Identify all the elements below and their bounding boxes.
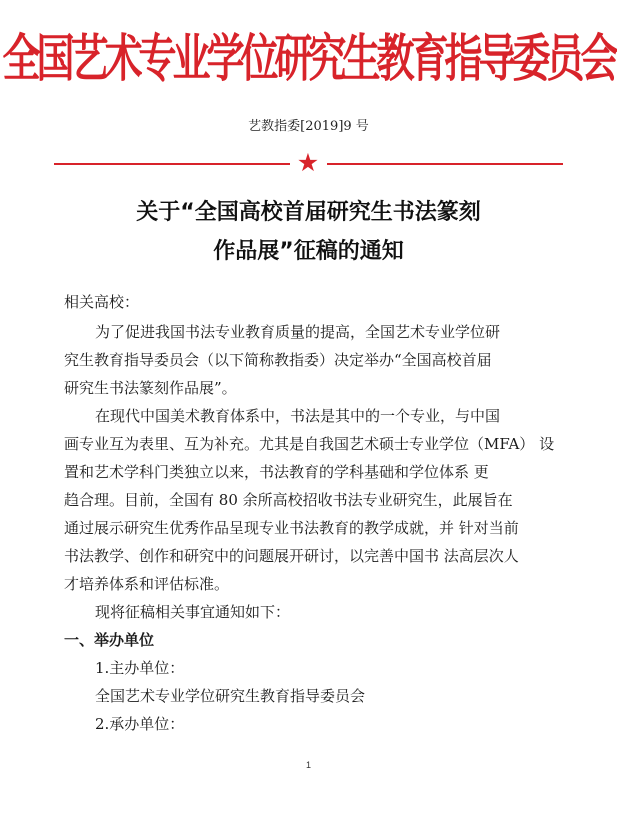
paragraph-2-line-3: 置和艺术学科门类独立以来，书法教育的学科基础和学位体系 更 (64, 463, 489, 481)
item-1-value: 全国艺术专业学位研究生教育指导委员会 (95, 687, 366, 705)
notice-title-line-2: 作品展”征稿的通知 (213, 239, 404, 264)
star-icon: ★ (296, 148, 320, 177)
document-number: 艺教指委[2019]9 号 (248, 119, 369, 134)
paragraph-2-line-1: 在现代中国美术教育体系中，书法是其中的一个专业，与中国 (95, 407, 501, 425)
item-1-label: 1.主办单位： (95, 659, 185, 677)
paragraph-2-line-6: 书法教学、创作和研究中的问题展开研讨，以完善中国书 法高层次人 (64, 547, 519, 565)
paragraph-1-line-2: 究生教育指导委员会（以下简称教指委）决定举办“全国高校首届 (64, 351, 492, 369)
paragraph-2-line-7: 才培养体系和评估标准。 (64, 575, 230, 593)
page-number: 1 (305, 760, 311, 770)
header-divider-left (54, 163, 290, 165)
section-1-heading: 一、举办单位 (64, 631, 155, 649)
organization-header: 全国艺术专业学位研究生教育指导委员会 (2, 27, 615, 89)
header-divider-right (327, 163, 563, 165)
paragraph-1-line-1: 为了促进我国书法专业教育质量的提高，全国艺术专业学位研 (95, 323, 501, 341)
salutation: 相关高校： (64, 293, 140, 311)
paragraph-3: 现将征稿相关事宜通知如下： (95, 603, 291, 621)
item-2-label: 2.承办单位： (95, 715, 185, 733)
paragraph-1-line-3: 研究生书法篆刻作品展”。 (64, 379, 237, 397)
notice-title-line-1: 关于“全国高校首届研究生书法篆刻 (136, 200, 481, 225)
paragraph-2-line-4: 趋合理。目前，全国有 80 余所高校招收书法专业研究生，此展旨在 (64, 491, 513, 509)
paragraph-2-line-5: 通过展示研究生优秀作品呈现专业书法教育的教学成就，并 针对当前 (64, 519, 519, 537)
paragraph-2-line-2: 画专业互为表里、互为补充。尤其是自我国艺术硕士专业学位（MFA） 设 (64, 435, 555, 453)
